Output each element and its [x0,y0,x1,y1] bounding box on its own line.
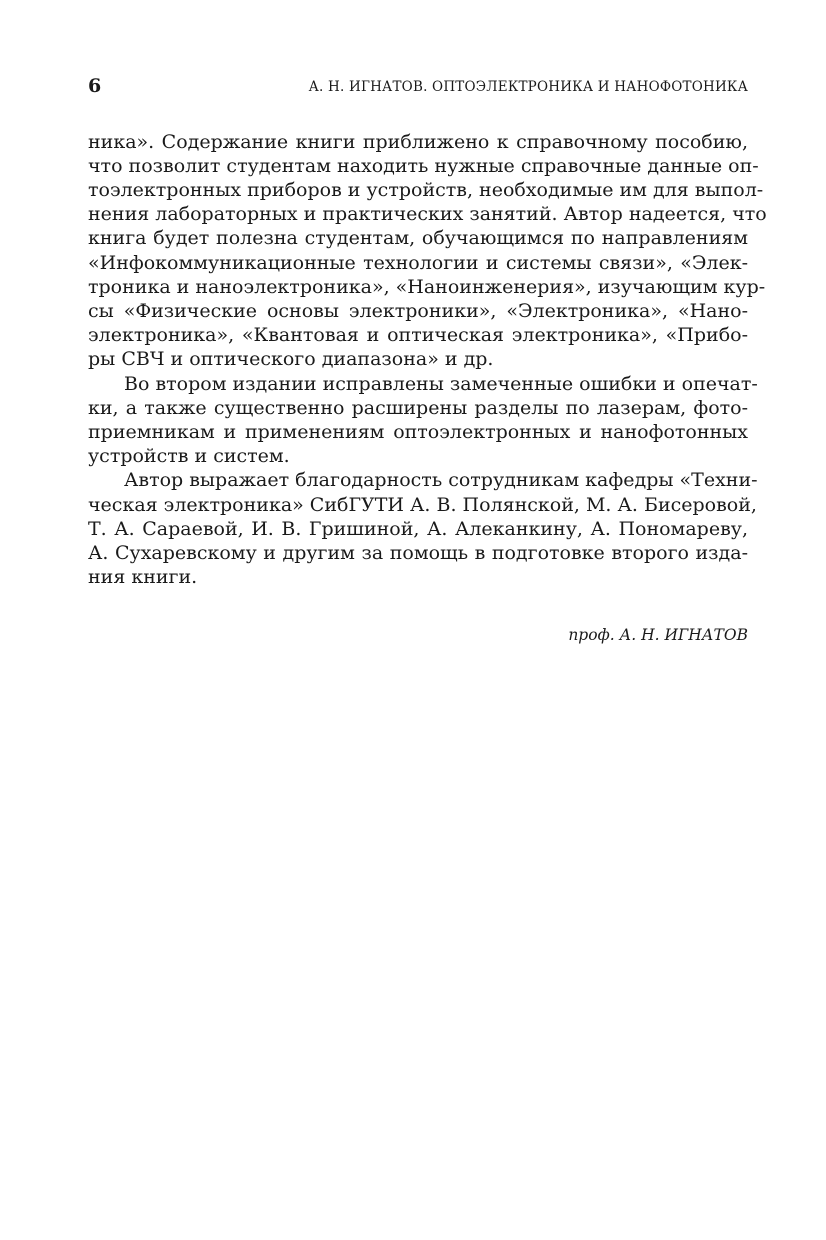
text-line: Во втором издании исправлены замеченные ошибки и опечат- [124,373,758,395]
text-line: книга будет полезна студентам, обучающимся по направлениям [88,227,748,249]
running-title: А. Н. ИГНАТОВ. ОПТОЭЛЕКТРОНИКА И НАНОФОТОНИКА [308,79,748,95]
text-line: ры СВЧ и оптического диапазона» и др. [88,348,494,370]
text-line: сы «Физические основы электроники», «Электроника», «Нано- [88,300,748,322]
text-line: нения лабораторных и практических занятий. Автор надеется, что [88,203,767,225]
text-line: Автор выражает благодарность сотрудникам кафедры «Техни- [124,469,758,491]
text-line: Т. А. Сараевой, И. В. Гришиной, А. Алеканкину, А. Пономареву, [88,518,748,540]
text-line: ния книги. [88,566,198,588]
text-line: электроника», «Квантовая и оптическая электроника», «Прибо- [88,324,748,346]
page-number: 6 [88,75,102,97]
text-line: ческая электроника» СибГУТИ А. В. Полянской, М. А. Бисеровой, [88,494,757,516]
text-line: устройств и систем. [88,445,290,467]
author-signature: проф. А. Н. ИГНАТОВ [568,626,748,644]
text-line: тоэлектронных приборов и устройств, необходимые им для выпол- [88,179,764,201]
text-line: А. Сухаревскому и другим за помощь в подготовке второго изда- [88,542,748,564]
text-line: что позволит студентам находить нужные справочные данные оп- [88,155,759,177]
text-line: ника». Содержание книги приближено к справочному пособию, [88,131,748,153]
text-line: приемникам и применениям оптоэлектронных и нанофотонных [88,421,748,443]
text-line: «Инфокоммуникационные технологии и системы связи», «Элек- [88,252,748,274]
text-line: ки, а также существенно расширены разделы по лазерам, фото- [88,397,748,419]
page-header [88,72,748,102]
text-line: троника и наноэлектроника», «Наноинженерия», изучающим кур- [88,276,766,298]
